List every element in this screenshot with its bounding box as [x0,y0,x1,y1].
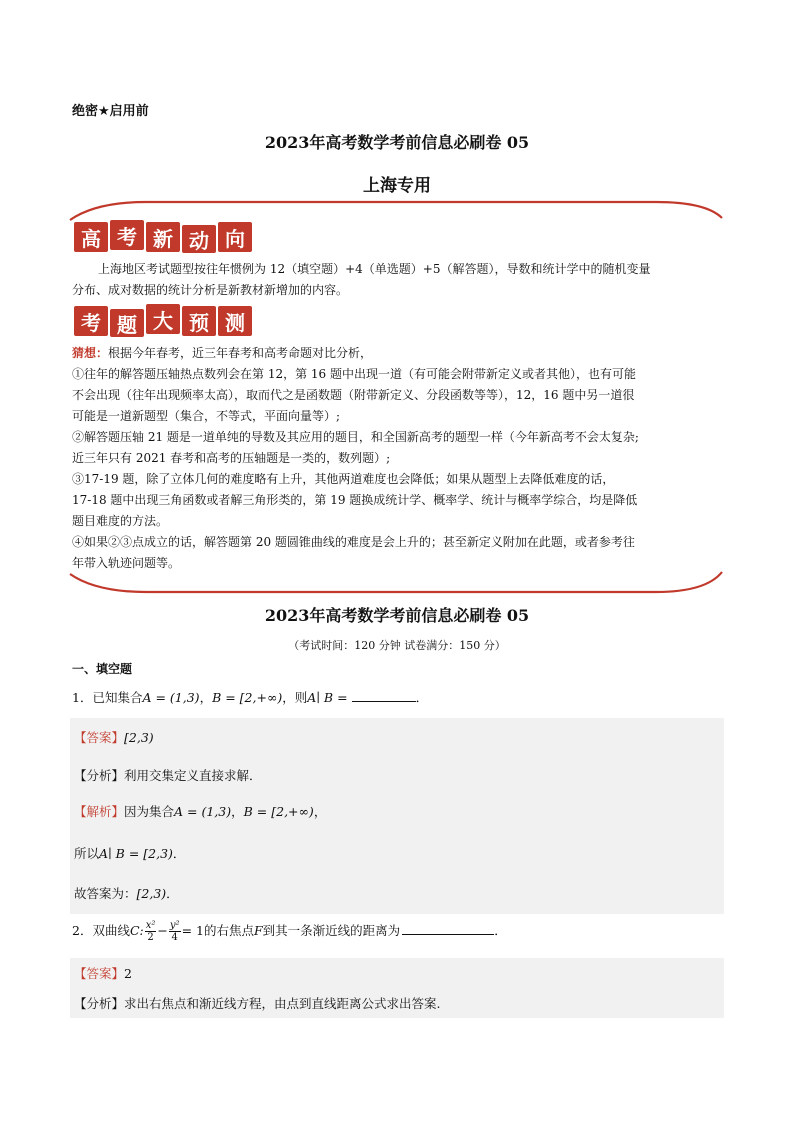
answer-tag: 【答案】 [74,966,125,981]
exam-title: 2023年高考数学考前信息必刷卷 05 [264,606,530,625]
solution-tag: 【解析】 [74,804,125,819]
math-expression: A∣ B = [307,690,348,705]
question-text: 双曲线 [92,923,130,938]
guess-label: 猜想： [72,346,109,360]
fraction-x [145,920,157,943]
forecast-badge-4: 预 [182,306,216,336]
trend-badge-4: 动 [182,225,216,253]
question-number: 2． [72,923,93,938]
math-set-a: A = (1,3) [174,804,232,819]
q2-analysis [74,994,441,1012]
answer-blank [402,921,494,935]
forecast-badge-5: 测 [218,306,252,336]
q1-solution [74,802,326,820]
fraction-numerator: x² [145,920,156,931]
q1-analysis [74,766,262,784]
forecast-line: 17-18 题中出现三角函数或者解三角形类的，第 19 题换成统计学、概率学、统计与概率学综合，均是降低 [72,493,638,507]
fraction-denominator: 4 [171,932,178,943]
q2-answer [74,964,132,982]
analysis-tag: 【分析】 [74,768,125,783]
document-title: 2023年高考数学考前信息必刷卷 05 [264,133,530,152]
separator: ， [231,804,244,819]
q1-answer [74,728,154,746]
math-set-a: A = (1,3) [142,690,200,705]
final-text: 故答案为： [74,886,137,901]
document-subtitle: 上海专用 [363,176,431,196]
minus-sign: − [157,923,168,938]
separator: ， [199,690,213,705]
sentence-end: ． [172,846,186,861]
forecast-line: ④如果②③点成立的话，解答题第 20 题圆锥曲线的难度是会上升的；甚至新定义附加在此题，或者参考往 [72,535,635,549]
question-number: 1． [72,690,93,705]
question-text: 已知集合 [92,690,143,705]
trend-badge-5: 向 [218,222,252,252]
trend-line-1: 上海地区考试题型按往年惯例为 12（填空题）+4（单选题）+5（解答题），导数和统计学中的随机变量 [98,262,651,276]
guess-text: 根据今年春考，近三年春考和高考命题对比分析， [108,346,373,360]
math-curve-name: C: [129,923,144,938]
fraction-denominator: 2 [147,932,154,943]
answer-value: [2,3) [124,730,154,745]
question-2 [72,920,507,943]
trend-badge-row [74,222,252,252]
fraction-numerator: y² [169,920,180,931]
section-title-fill-in: 一、填空题 [72,662,133,676]
math-expression: A∣ B = [2,3) [99,846,173,861]
forecast-line: 可能是一道新题型（集合，不等式，平面向量等）; [72,409,341,423]
exam-time-info: （考试时间：120 分钟 试卷满分：150 分） [288,639,506,652]
conclusion-text: 所以 [74,846,100,861]
analysis-text: 求出右焦点和渐近线方程，由点到直线距离公式求出答案. [124,996,441,1011]
q1-final-answer [74,884,179,902]
question-1 [72,688,428,706]
math-set-b: B = [2,+∞) [212,690,283,705]
question-text: 的右焦点 [203,923,254,938]
trend-badge-3: 新 [146,222,180,252]
trend-paragraph [72,259,724,301]
question-end: ． [494,923,507,938]
question-text: ，则 [282,690,308,705]
forecast-line: 近三年只有 2021 春考和高考的压轴题是一类的，数列题）; [72,451,391,465]
forecast-badge-3: 大 [146,304,180,334]
forecast-paragraph [72,343,724,574]
question-text: 到其一条渐近线的距离为 [262,923,401,938]
answer-value: 2 [124,966,132,981]
sentence-end: ． [166,886,179,901]
answer-blank [352,688,416,702]
fraction-y [169,920,181,943]
forecast-line: ③17-19 题，除了立体几何的难度略有上升，其他两道难度也会降低；如果从题型上去降低难度的话， [72,472,615,486]
forecast-badge-2: 题 [110,309,144,337]
confidential-label: 绝密★启用前 [72,104,149,119]
question-end: ． [415,690,429,705]
q1-conclusion [74,844,185,862]
forecast-line: ①往年的解答题压轴热点数列会在第 12，第 16 题中出现一道（有可能会附带新定义或者其他），也有可能 [72,367,636,381]
forecast-badge-1: 考 [74,306,108,336]
analysis-tag: 【分析】 [74,996,125,1011]
trend-badge-1: 高 [74,222,108,252]
equals-one: = 1 [181,923,204,938]
forecast-line: 年带入轨迹问题等。 [72,556,181,570]
trend-line-2: 分布、成对数据的统计分析是新教材新增加的内容。 [72,283,349,297]
forecast-line: ②解答题压轴 21 题是一道单纯的导数及其应用的题目，和全国新高考的题型一样（今年新高考不会太复杂; [72,430,639,444]
forecast-line: 不会出现（往年出现频率太高），取而代之是函数题（附带新定义、分段函数等等），12，16 题中另一道很 [72,388,635,402]
separator: ， [313,804,327,819]
answer-tag: 【答案】 [74,730,125,745]
math-point: F [253,923,263,938]
solution-text: 因为集合 [124,804,175,819]
final-value: [2,3) [136,886,167,901]
bottom-arc-decoration [66,566,728,596]
forecast-line: 题目难度的方法。 [72,514,169,528]
trend-badge-2: 考 [110,220,144,250]
math-set-b: B = [2,+∞) [243,804,314,819]
analysis-text: 利用交集定义直接求解． [124,768,262,783]
forecast-badge-row [74,306,252,336]
